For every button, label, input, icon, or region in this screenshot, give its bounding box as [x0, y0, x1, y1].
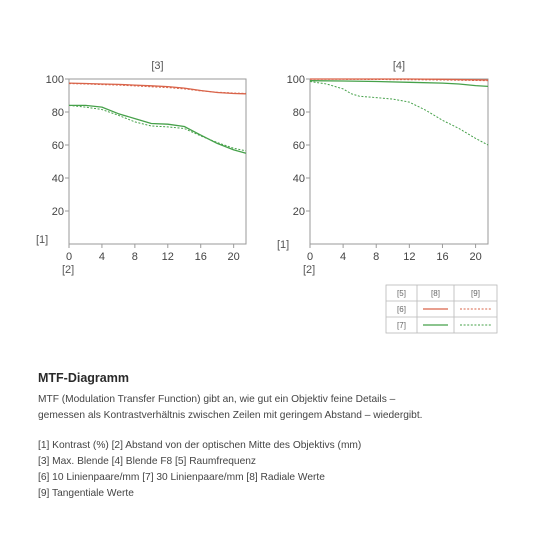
legend-notes — [38, 438, 361, 502]
chart1-xlabel: [2] — [62, 264, 75, 276]
chart1-xtick-label: 20 — [227, 251, 240, 263]
chart2-ytick-label: 100 — [286, 74, 305, 86]
chart1-ylabel: [1] — [36, 234, 49, 246]
chart2-xtick-label: 0 — [306, 251, 314, 263]
chart2-xtick-label: 4 — [340, 251, 347, 263]
chart1-ytick-label: 60 — [51, 140, 64, 152]
chart2-xtick-label: 8 — [373, 251, 380, 263]
description — [38, 392, 518, 424]
chart1-frame — [69, 79, 246, 244]
chart2-ytick-label: 20 — [292, 206, 305, 218]
chart2-frame — [310, 79, 488, 244]
chart1-ytick-label: 100 — [45, 74, 64, 86]
chart1-series-line — [69, 105, 246, 153]
chart1-xtick-label: 8 — [131, 251, 138, 263]
chart1-series-line — [69, 84, 246, 94]
legend-header: [9] — [471, 289, 480, 298]
chart2-xtick-label: 12 — [403, 251, 416, 263]
legend-header: [8] — [431, 289, 440, 298]
chart2-ylabel: [1] — [277, 239, 290, 251]
chart2-xtick-label: 20 — [469, 251, 482, 263]
legend-row-label: [7] — [397, 321, 406, 330]
note-line-3: [6] 10 Linienpaare/mm [7] 30 Linienpaare/mm [8] Radiale Werte — [38, 472, 325, 483]
chart1-ytick-label: 40 — [51, 173, 64, 185]
chart2-xlabel: [2] — [303, 264, 316, 276]
chart1-ytick-label: 20 — [51, 206, 64, 218]
chart2-title: [4] — [392, 60, 406, 72]
chart2-xtick-label: 16 — [436, 251, 449, 263]
chart1-xtick-label: 4 — [98, 251, 105, 263]
legend-row-label: [6] — [397, 305, 406, 314]
chart1-xtick-label: 12 — [161, 251, 174, 263]
chart2-series-line — [310, 81, 488, 87]
page-title: MTF-Diagramm — [38, 371, 129, 385]
note-line-1: [1] Kontrast (%) [2] Abstand von der optischen Mitte des Objektivs (mm) — [38, 440, 362, 451]
chart2-series-line — [310, 82, 488, 146]
description-line-1: MTF (Modulation Transfer Function) gibt an, wie gut ein Objektiv feine Details – — [38, 394, 396, 405]
chart2-ytick-label: 80 — [292, 107, 305, 119]
chart1-title: [3] — [151, 60, 164, 72]
chart2-ytick-label: 40 — [292, 173, 305, 185]
chart1-xtick-label: 16 — [194, 251, 207, 263]
chart1-ytick-label: 80 — [51, 107, 64, 119]
note-line-2: [3] Max. Blende [4] Blende F8 [5] Raumfrequenz — [38, 456, 257, 467]
note-line-4: [9] Tangentiale Werte — [38, 488, 134, 499]
chart2-ytick-label: 60 — [292, 140, 305, 152]
legend-header: [5] — [397, 289, 406, 298]
chart1-xtick-label: 0 — [65, 251, 73, 263]
description-line-2: gemessen als Kontrastverhältnis zwischen Zeilen mit geringem Abstand – wiedergibt. — [38, 410, 423, 421]
